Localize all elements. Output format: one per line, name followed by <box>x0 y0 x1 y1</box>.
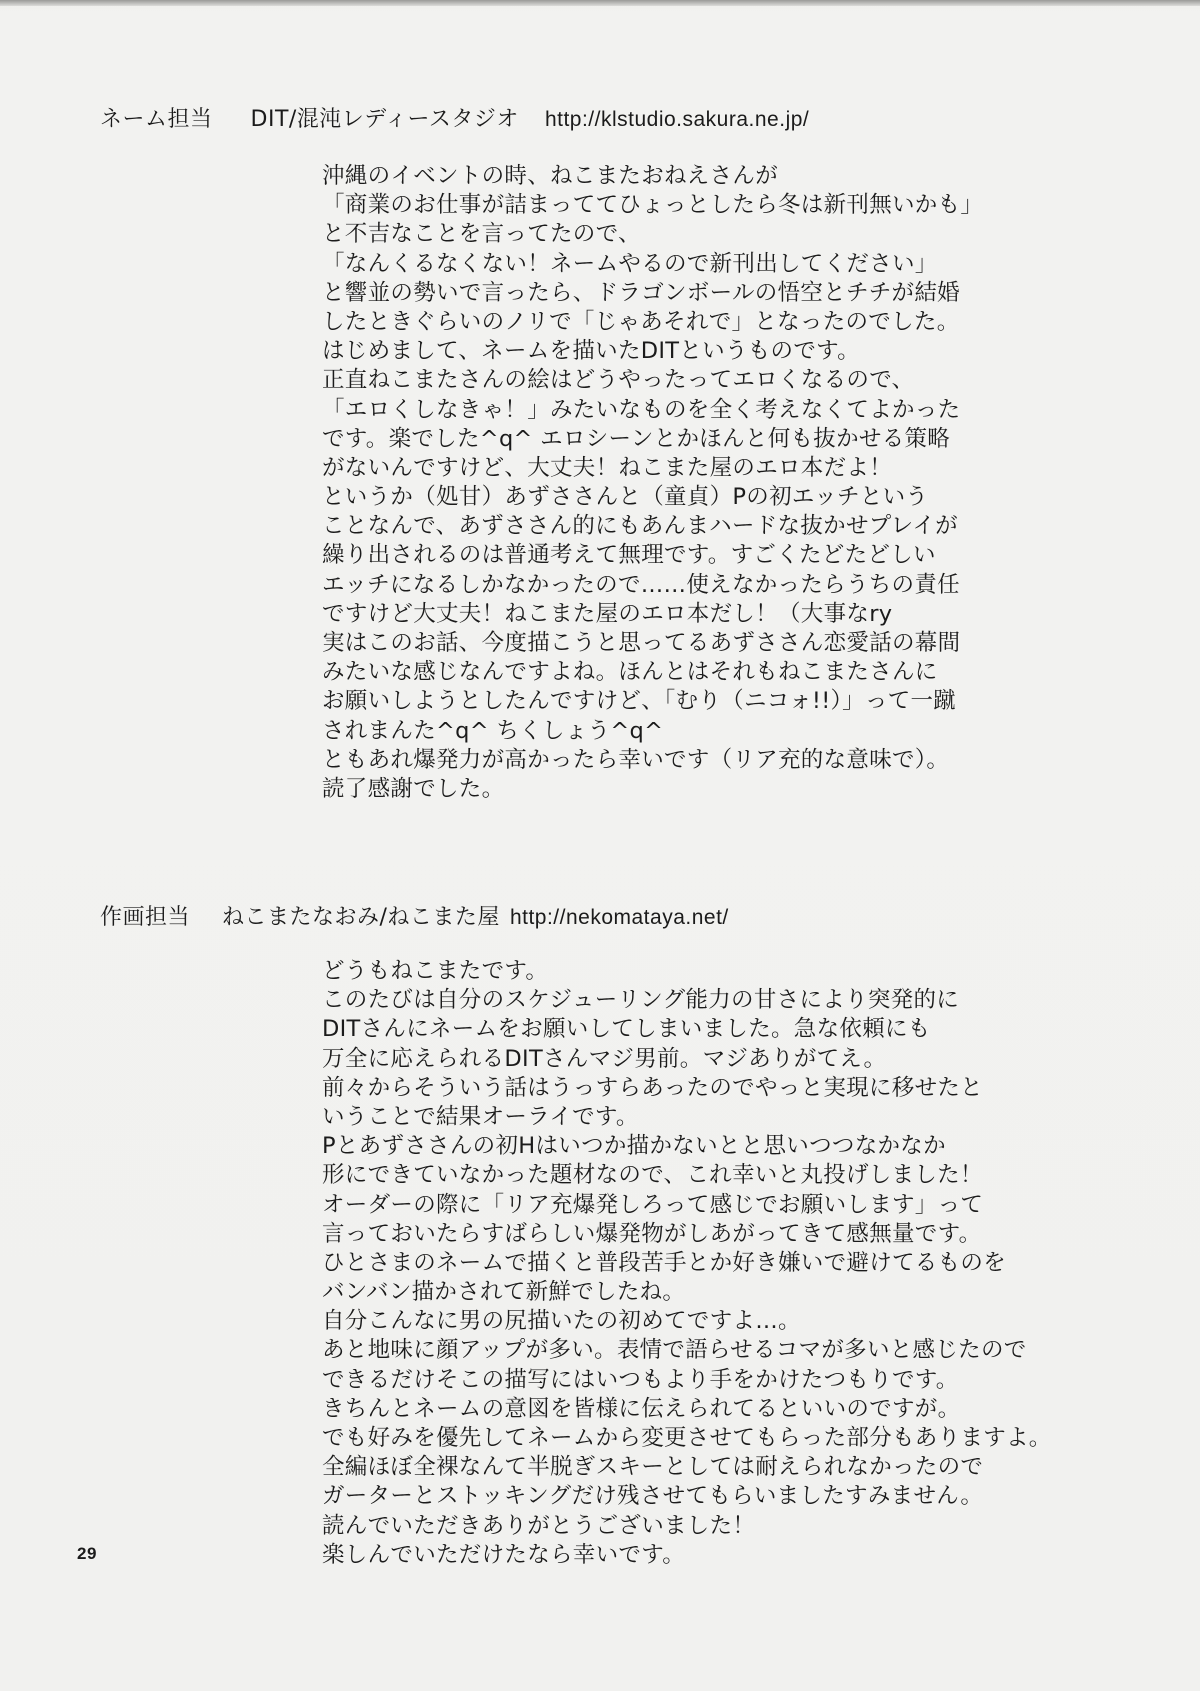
body-line: 正直ねこまたさんの絵はどうやったってエロくなるので、 <box>322 367 915 394</box>
art-role-label: 作画担当 <box>100 905 191 930</box>
body-line: というか（処甘）あずささんと（童貞）Pの初エッチという <box>322 484 929 511</box>
body-line: お願いしようとしたんですけど、「むり（ニコォ!!）」って一蹴 <box>322 688 957 715</box>
art-section-body <box>322 957 1162 1570</box>
body-line: はじめまして、ネームを描いたDITというものです。 <box>322 338 860 365</box>
body-line: ガーターとストッキングだけ残させてもらいましたすみません。 <box>322 1483 984 1510</box>
body-line: でも好みを優先してネームから変更させてもらった部分もありますよ。 <box>322 1425 1052 1451</box>
body-line: ことなんで、あずささん的にもあんまハードな抜かせプレイが <box>322 513 958 540</box>
body-line: いうことで結果オーライです。 <box>322 1103 639 1130</box>
body-line: 読んでいただきありがとうございました！ <box>322 1512 756 1539</box>
name-section-body <box>322 162 1162 804</box>
body-line: 「なんくるなくない！ネームやるので新刊出してください」 <box>322 250 938 277</box>
body-line: ひとさまのネームで描くと普段苦手とか好き嫌いで避けてるものを <box>322 1249 1007 1276</box>
body-line: エッチになるしかなかったので……使えなかったらうちの責任 <box>322 571 960 598</box>
body-line: したときぐらいのノリで「じゃあそれで」となったのでした。 <box>322 308 960 335</box>
body-line: がないんですけど、大丈夫！ねこまた屋のエロ本だよ！ <box>322 454 893 481</box>
body-line: ですけど大丈夫！ねこまた屋のエロ本だし！（大事なry <box>322 600 893 627</box>
body-line: 「商業のお仕事が詰まっててひょっとしたら冬は新刊無いかも」 <box>322 192 984 219</box>
body-line: 自分こんなに男の尻描いたの初めてですよ…。 <box>322 1308 801 1335</box>
body-line: Pとあずささんの初Hはいつか描かないとと思いつつなかなか <box>322 1133 946 1160</box>
body-line: 読了感謝でした。 <box>322 775 505 802</box>
body-line: 前々からそういう話はうっすらあったのでやっと実現に移せたと <box>322 1074 983 1101</box>
name-role-label: ネーム担当 <box>100 107 213 132</box>
body-line: 万全に応えられるDITさんマジ男前。マジありがてえ。 <box>322 1045 887 1072</box>
body-line: 繰り出されるのは普通考えて無理です。すごくたどたどしい <box>322 542 936 569</box>
name-author-url: http://klstudio.sakura.ne.jp/ <box>544 108 810 131</box>
body-line: 全編ほぼ全裸なんて半脱ぎスキーとしては耐えられなかったので <box>322 1454 984 1481</box>
body-line: バンバン描かされて新鮮でしたね。 <box>322 1279 686 1306</box>
art-author-url: http://nekomataya.net/ <box>509 906 729 929</box>
body-line: このたびは自分のスケジューリング能力の甘さにより突発的に <box>322 987 960 1014</box>
body-line: みたいな感じなんですよね。ほんとはそれもねこまたさんに <box>322 659 938 686</box>
page-top-edge <box>0 0 1200 6</box>
body-line: ともあれ爆発力が高かったら幸いです（リア充的な意味で）。 <box>322 746 950 773</box>
body-line: きちんとネームの意図を皆様に伝えられてるといいのですが。 <box>322 1395 961 1422</box>
body-line: です。楽でした^q^ エロシーンとかほんと何も抜かせる策略 <box>322 425 951 452</box>
body-line: あと地味に顔アップが多い。表情で語らせるコマが多いと感じたので <box>322 1337 1027 1364</box>
body-line: どうもねこまたです。 <box>322 958 549 984</box>
page-number: 29 <box>77 1544 97 1563</box>
body-line: と響並の勢いで言ったら、ドラゴンボールの悟空とチチが結婚 <box>322 279 960 306</box>
name-author: DIT/混沌レディースタジオ <box>250 107 519 132</box>
name-section-header <box>100 102 809 133</box>
body-line: DITさんにネームをお願いしてしまいました。急な依頼にも <box>322 1016 931 1043</box>
body-line: 沖縄のイベントの時、ねこまたおねえさんが <box>322 163 779 189</box>
body-line: オーダーの際に「リア充爆発しろって感じでお願いします」って <box>322 1191 984 1218</box>
body-line: されまんた^q^ ちくしょう^q^ <box>322 717 664 744</box>
body-line: 言っておいたらすばらしい爆発物がしあがってきて感無量です。 <box>322 1220 982 1247</box>
body-line: できるだけそこの描写にはいつもより手をかけたつもりです。 <box>322 1366 959 1393</box>
body-line: と不吉なことを言ってたので、 <box>322 221 641 248</box>
body-line: 形にできていなかった題材なので、これ幸いと丸投げしました！ <box>322 1162 983 1189</box>
art-section-header <box>100 900 729 931</box>
art-author: ねこまたなおみ/ねこまた屋 <box>222 905 500 930</box>
body-line: 楽しんでいただけたなら幸いです。 <box>322 1541 686 1568</box>
body-line: 「エロくしなきゃ！」みたいなものを全く考えなくてよかった <box>322 396 961 423</box>
body-line: 実はこのお話、今度描こうと思ってるあずささん恋愛話の幕間 <box>322 630 961 656</box>
